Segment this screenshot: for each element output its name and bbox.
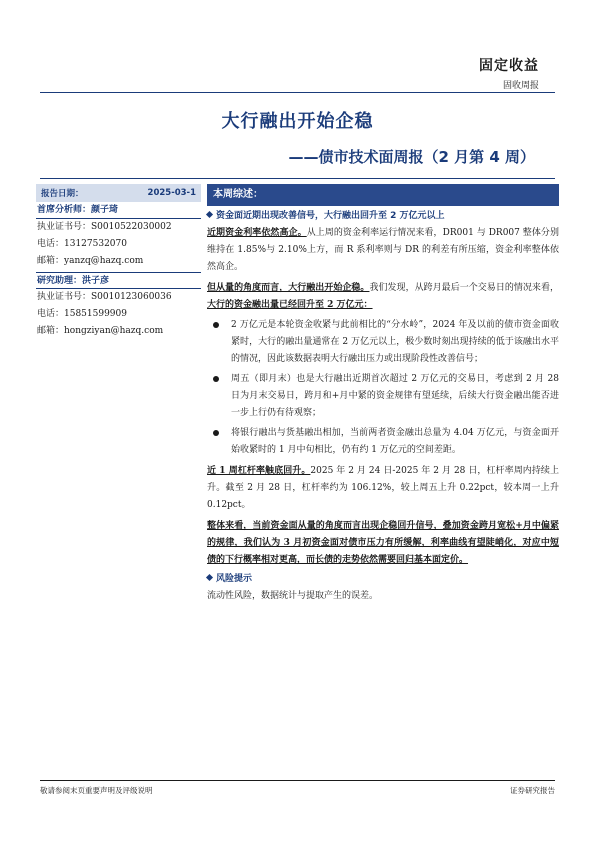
chief-analyst-header: 首席分析师：颜子琦: [36, 202, 201, 219]
report-date-value: 2025-03-1: [147, 188, 196, 198]
research-assistant-email[interactable]: 邮箱：hongziyan@hazq.com: [37, 326, 164, 336]
research-assistant-header: 研究助理：洪子彦: [36, 272, 201, 289]
weekly-summary: [207, 184, 559, 605]
rate-lead: 近期资金利率依然高企。: [207, 228, 307, 238]
analyst-sidebar: [36, 184, 201, 340]
title-divider: [40, 178, 555, 179]
report-date-bar: [36, 184, 201, 202]
key-point-heading: [207, 208, 559, 225]
list-item: [207, 425, 559, 459]
report-title: 大行融出开始企稳: [221, 111, 374, 132]
research-assistant-phone: 电话：15851599909: [37, 309, 127, 319]
risk-title: 风险提示: [216, 574, 253, 584]
volume-tail: 大行的资金融出量已经回升至 2 万亿元：: [207, 300, 373, 310]
volume-lead: 但从量的角度而言，大行融出开始企稳。: [207, 283, 370, 293]
bullet-text-3: 将银行融出与货基融出相加，当前两者资金融出总量为 4.04 万亿元，与资金面开始收紧时的 1 月中旬相比，仍有约 1 万亿元的空间差距。: [231, 428, 559, 455]
risk-body: 流动性风险，数据统计与提取产生的误差。: [207, 591, 379, 601]
risk-heading: [207, 571, 559, 588]
bullet-text-2: 周五（即月末）也是大行融出近期首次超过 2 万亿元的交易日，考虑到 2 月 28 日为月末交易日，跨月和+月中紧的资金规律有望延续，后续大行资金融出能否进一步上行仍有待观察；: [231, 374, 559, 418]
conclusion-paragraph: 整体来看，当前资金面从量的角度而言出现企稳回升信号，叠加资金跨月宽松+月中偏紧的规律，我们认为 3 月初资金面对债市压力有所缓解，利率曲线有望陡峭化，对应中短债的下行概率相对更高，而长债的走势依然需要回归基本面定价。: [207, 521, 559, 565]
bullet-icon: [213, 322, 219, 328]
report-subcategory: 固收周报: [502, 81, 539, 91]
diamond-bullet-icon: [206, 574, 213, 581]
research-assistant-cert: 执业证书号：S0010123060036: [37, 292, 172, 302]
bullet-icon: [213, 430, 219, 436]
report-date-label: 报告日期：: [41, 189, 84, 199]
rate-paragraph: [207, 225, 559, 276]
chief-analyst-email[interactable]: 邮箱：yanzq@hazq.com: [37, 256, 144, 266]
diamond-bullet-icon: [206, 211, 213, 218]
leverage-paragraph: [207, 463, 559, 514]
bullet-icon: [213, 376, 219, 382]
list-item: [207, 317, 559, 368]
leverage-body: 2025 年 2 月 24 日-2025 年 2 月 28 日，杠杆率周内持续上升。截至 2 月 28 日，杠杆率约为 106.12%，较上周五上升 0.22pct，较本周一上升 0.12pct。: [207, 466, 559, 510]
report-category: 固定收益: [479, 58, 539, 74]
summary-section-header: 本周综述：: [207, 184, 559, 206]
chief-analyst-cert: 执业证书号：S0010522030002: [37, 222, 172, 232]
volume-mid: 我们发现，从跨月最后一个交易日的情况来看，: [369, 283, 559, 293]
footer-report-type: 证券研究报告: [510, 786, 555, 795]
header-divider: [40, 92, 555, 93]
report-subtitle: ——债市技术面周报（2 月第 4 周）: [288, 148, 535, 166]
list-item: [207, 371, 559, 422]
chief-analyst-phone: 电话：13127532070: [37, 239, 127, 249]
key-point-text: 资金面近期出现改善信号，大行融出回升至 2 万亿元以上: [216, 211, 445, 221]
rate-body: 从上周的资金利率运行情况来看，DR001 与 DR007 整体分别维持在 1.85%与 2.10%上方，而 R 系利率则与 DR 的利差有所压缩，资金利率整体依然高企。: [207, 228, 559, 272]
leverage-lead: 近 1 周杠杆率触底回升。: [207, 466, 311, 476]
footer-divider: [40, 780, 555, 781]
volume-paragraph: [207, 280, 559, 314]
footer-disclaimer: 敬请参阅末页重要声明及评级说明: [40, 786, 153, 795]
bullet-text-1: 2 万亿元是本轮资金收紧与此前相比的“分水岭”，2024 年及以前的债市资金面收紧时，大行的融出量通常在 2 万亿元以上，极少数时刻出现持续的低于该融出水平的情况，因此该数据表明大行融出压力或出现阶段性改善信号；: [231, 320, 559, 364]
